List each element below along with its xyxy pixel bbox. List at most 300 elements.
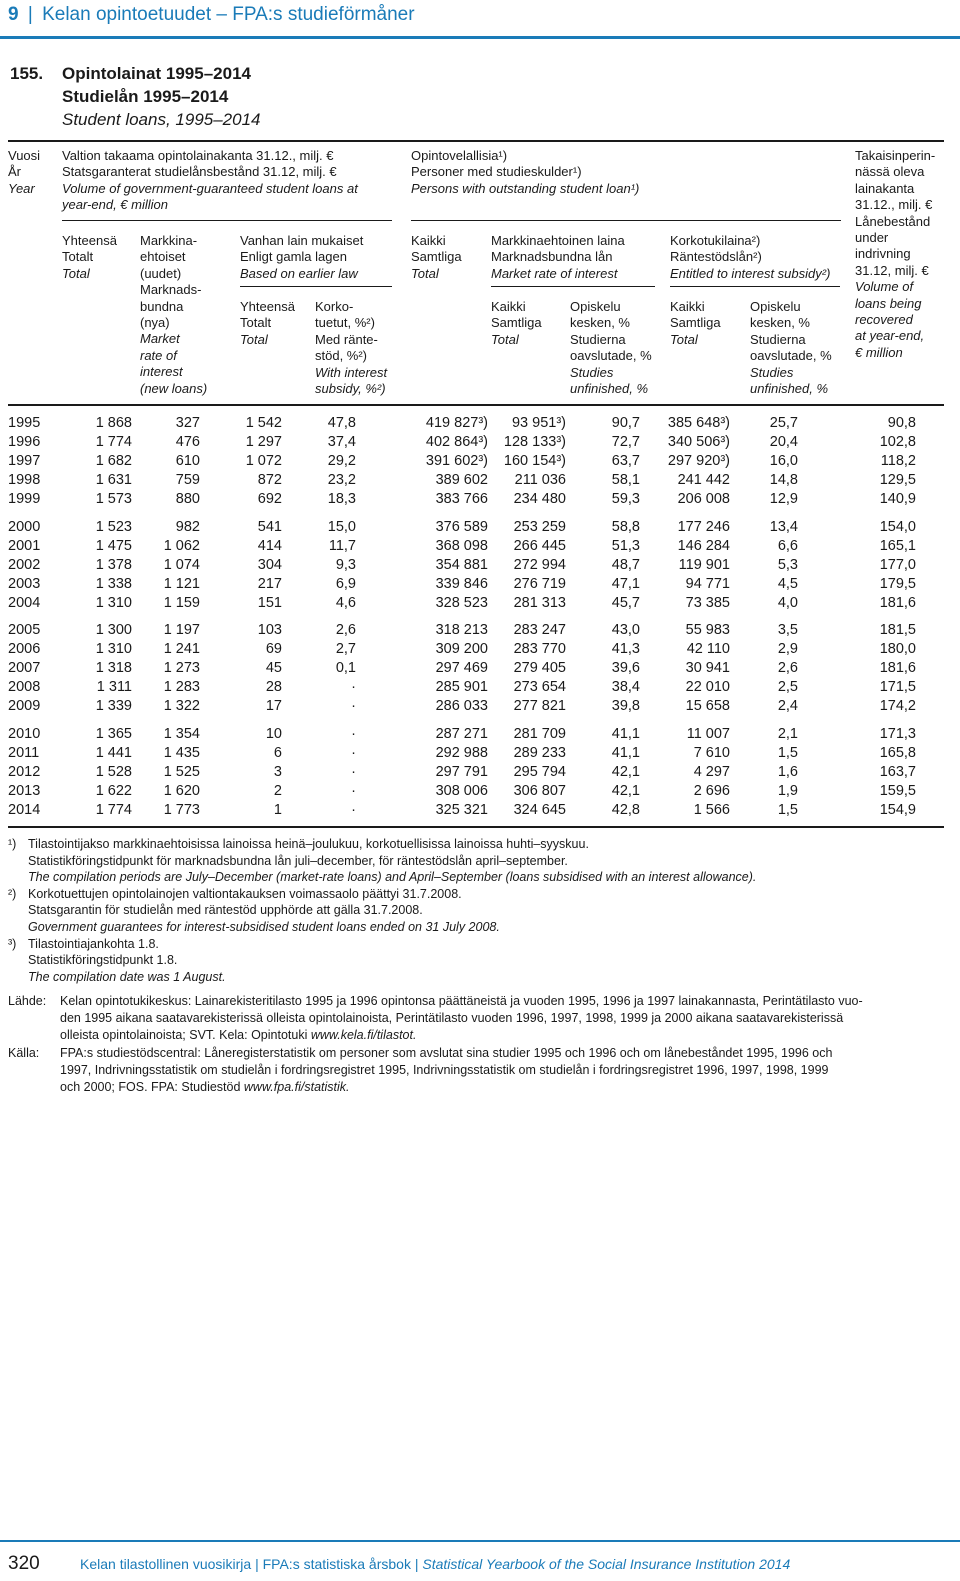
cell-persons-total: 383 766 — [435, 491, 488, 508]
header-subsidy_unfinished-line-1: Opiskelu — [750, 299, 801, 314]
chapter-number: 9 — [8, 4, 19, 25]
table-title-fi: Opintolainat 1995–2014 — [62, 64, 251, 83]
cell-recovery: 174,2 — [879, 698, 916, 715]
cell-subsidy-all: 22 010 — [685, 679, 730, 696]
cell-recovery: 118,2 — [880, 453, 916, 470]
cell-persons-total: 297 791 — [435, 763, 488, 780]
cell-subsidy-unfinished: 2,5 — [777, 679, 798, 696]
cell-subsidy-unfinished: 14,8 — [769, 472, 798, 489]
cell-persons-total: 297 469 — [435, 660, 488, 677]
cell-market-all: 324 645 — [513, 801, 566, 818]
cell-market-unfinished: 45,7 — [611, 594, 640, 611]
cell-market: 1 525 — [163, 763, 200, 780]
cell-subsidy-unfinished: 1,6 — [777, 763, 798, 780]
cell-total: 1 631 — [95, 472, 132, 489]
cell-subsidy-unfinished: 2,1 — [777, 725, 798, 742]
cell-year: 2000 — [8, 518, 41, 535]
header-subsidy_loan-line-1: Korkotukilaina²) — [670, 233, 761, 248]
header-subsidy_unfinished-line-2: kesken, % — [750, 315, 810, 331]
header-subsidised-line-3: Med ränte- — [315, 331, 378, 347]
cell-earlier-total: 2 — [273, 782, 282, 799]
footer-text-plain: Kelan tilastollinen vuosikirja | FPA:s statistiska årsbok | — [80, 1556, 423, 1572]
header-market_loan-line-1: Markkinaehtoinen laina — [491, 233, 625, 248]
cell-market-all: 279 405 — [513, 660, 566, 677]
cell-market: 759 — [175, 472, 200, 489]
cell-subsidised: 18,3 — [327, 491, 356, 508]
cell-subsidy-unfinished: 4,5 — [777, 575, 798, 592]
header-recovery-line-11: recovered — [855, 312, 913, 327]
cell-market-all: 234 480 — [513, 491, 566, 508]
header-volume_group-line-2: Statsgaranterat studielånsbestånd 31.12, milj. € — [62, 164, 337, 180]
cell-market-unfinished: 41,1 — [611, 744, 640, 761]
cell-subsidy-all: 241 442 — [677, 472, 730, 489]
cell-market-unfinished: 42,1 — [611, 763, 640, 780]
cell-recovery: 181,6 — [879, 660, 916, 677]
cell-year: 1999 — [8, 491, 41, 508]
header-subsidy_all-line-2: Samtliga — [670, 315, 721, 331]
header-recovery-line-13: € million — [855, 344, 903, 360]
header-subsidised-line-6: subsidy, %²) — [315, 381, 386, 396]
header-subsidy_loan-line-2: Räntestödslån²) — [670, 249, 762, 265]
cell-subsidised: · — [351, 679, 356, 696]
header-recovery-line-4: 31.12., milj. € — [855, 197, 933, 213]
cell-year: 2004 — [8, 594, 41, 611]
header-persons_group-line-2: Personer med studieskulder¹) — [411, 164, 582, 180]
cell-year: 2001 — [8, 537, 41, 554]
cell-subsidy-all: 94 771 — [685, 575, 730, 592]
cell-subsidised: · — [351, 725, 356, 742]
cell-persons-total: 339 846 — [435, 575, 488, 592]
cell-earlier-total: 3 — [273, 763, 282, 780]
cell-subsidy-all: 42 110 — [686, 641, 730, 658]
footnote-line: The compilation periods are July–December (market-rate loans) and April–September (loans subsidised with an interest allowance). — [28, 870, 757, 885]
cell-market: 1 074 — [163, 556, 200, 573]
cell-year: 2011 — [8, 744, 40, 761]
header-market-line-9: interest — [140, 364, 183, 380]
header-year-line-3: Year — [8, 180, 35, 196]
volume-group-rule — [62, 220, 392, 221]
header-market_unfinished-line-3: Studierna — [570, 331, 626, 347]
cell-earlier-total: 414 — [257, 537, 282, 554]
cell-persons-total: 318 213 — [435, 622, 488, 638]
cell-subsidy-unfinished: 25,7 — [769, 415, 798, 431]
header-volume_group-line-1: Valtion takaama opintolainakanta 31.12., milj. € — [62, 148, 334, 163]
source-sv-line-3 — [60, 1079, 350, 1096]
cell-total: 1 365 — [95, 725, 132, 742]
cell-persons-total: 292 988 — [435, 744, 488, 761]
header-market-line-6: (nya) — [140, 315, 170, 330]
source-fi-link[interactable]: www.kela.fi/tilastot. — [310, 1028, 417, 1042]
cell-market: 1 159 — [163, 594, 200, 611]
cell-subsidised: 0,1 — [335, 660, 356, 677]
header-recovery-line-12: at year-end, — [855, 328, 925, 344]
cell-earlier-total: 1 542 — [245, 415, 282, 431]
header-subsidy_unfinished-line-4: oavslutade, % — [750, 348, 832, 364]
cell-market: 1 283 — [163, 679, 200, 696]
header-market_unfinished-line-6: unfinished, % — [570, 381, 649, 396]
cell-subsidy-unfinished: 2,4 — [777, 698, 798, 715]
chapter-separator: | — [27, 4, 33, 25]
cell-market-unfinished: 47,1 — [611, 575, 640, 592]
header-market_unfinished-line-2: kesken, % — [570, 315, 630, 331]
header-market_unfinished-line-4: oavslutade, % — [570, 348, 652, 364]
cell-subsidy-unfinished: 2,6 — [777, 660, 798, 677]
cell-recovery: 140,9 — [879, 491, 916, 508]
cell-subsidy-unfinished: 20,4 — [769, 434, 798, 451]
header-subsidy_unfinished-line-3: Studierna — [750, 331, 806, 347]
header-persons_total-line-2: Samtliga — [411, 249, 462, 265]
cell-total: 1 774 — [95, 434, 132, 451]
cell-persons-total: 368 098 — [435, 537, 488, 554]
cell-subsidised: 11,7 — [328, 537, 356, 554]
header-persons_total-line-3: Total — [411, 265, 439, 281]
header-persons_group-line-1: Opintovelallisia¹) — [411, 148, 508, 163]
table-title-sv: Studielån 1995–2014 — [62, 87, 229, 106]
cell-subsidised: · — [351, 782, 356, 799]
cell-market-all: 277 821 — [513, 698, 566, 715]
cell-earlier-total: 10 — [265, 725, 282, 742]
cell-persons-total: 354 881 — [435, 556, 488, 573]
cell-market: 476 — [175, 434, 200, 451]
header-year-line-2: År — [8, 164, 21, 180]
header-earlier_law-line-1: Vanhan lain mukaiset — [240, 233, 364, 248]
market-loan-rule — [491, 286, 655, 287]
cell-subsidy-unfinished: 4,0 — [777, 594, 798, 611]
cell-subsidised: · — [351, 698, 356, 715]
header-year-line-1: Vuosi — [8, 148, 41, 163]
persons-group-rule — [411, 220, 841, 221]
cell-year: 2003 — [8, 575, 41, 592]
header-earlier_total-line-3: Total — [240, 331, 268, 347]
cell-earlier-total: 103 — [257, 622, 282, 638]
cell-market-unfinished: 39,8 — [611, 698, 640, 715]
cell-earlier-total: 6 — [273, 744, 282, 761]
earlier-law-rule — [240, 286, 392, 287]
cell-market-all: 306 807 — [513, 782, 566, 799]
cell-recovery: 177,0 — [879, 556, 916, 573]
cell-subsidy-all: 15 658 — [685, 698, 730, 715]
cell-year: 2012 — [8, 763, 41, 780]
footnote-mark: ³) — [8, 936, 17, 951]
cell-market: 1 322 — [163, 698, 200, 715]
cell-subsidised: 9,3 — [335, 556, 356, 573]
cell-earlier-total: 692 — [257, 491, 282, 508]
cell-earlier-total: 1 297 — [245, 434, 282, 451]
header-persons_group-line-3: Persons with outstanding student loan¹) — [411, 180, 640, 196]
cell-subsidised: 4,6 — [335, 594, 356, 611]
cell-recovery: 181,6 — [879, 594, 916, 611]
cell-total: 1 573 — [95, 491, 132, 508]
cell-subsidised: 29,2 — [327, 453, 356, 470]
cell-recovery: 179,5 — [879, 575, 916, 592]
cell-subsidy-all: 206 008 — [677, 491, 730, 508]
cell-subsidy-unfinished: 6,6 — [777, 537, 798, 554]
header-recovery-line-1: Takaisinperin- — [855, 148, 936, 163]
cell-subsidy-all: 30 941 — [685, 660, 730, 677]
cell-year: 2010 — [8, 725, 41, 742]
header-subsidised-line-1: Korko- — [315, 299, 354, 314]
cell-persons-total: 389 602 — [435, 472, 488, 489]
footnote-line: Tilastointiajankohta 1.8. — [28, 936, 159, 951]
cell-year: 2006 — [8, 641, 41, 658]
cell-recovery: 165,8 — [879, 744, 916, 761]
header-market_unfinished-line-1: Opiskelu — [570, 299, 621, 314]
cell-earlier-total: 304 — [257, 556, 282, 573]
header-recovery-line-5: Lånebestånd — [855, 213, 931, 229]
cell-market-all: 272 994 — [513, 556, 566, 573]
header-market-line-10: (new loans) — [140, 380, 208, 396]
cell-persons-total: 328 523 — [435, 594, 488, 611]
cell-market: 1 197 — [163, 622, 200, 638]
table-number: 155. — [10, 64, 44, 83]
cell-market-unfinished: 41,3 — [611, 641, 640, 658]
cell-market-unfinished: 43,0 — [611, 622, 640, 638]
cell-year: 1998 — [8, 472, 41, 489]
cell-total: 1 300 — [95, 622, 132, 638]
cell-subsidy-all: 146 284 — [677, 537, 730, 554]
cell-recovery: 154,0 — [879, 518, 916, 535]
chapter-header — [8, 4, 415, 26]
source-fi-line-3 — [60, 1027, 416, 1044]
source-fi-text: olleista opintolainoista; SVT. Kela: Opintotuki — [60, 1028, 311, 1042]
cell-subsidised: 2,7 — [335, 641, 356, 658]
cell-market-unfinished: 58,8 — [611, 518, 640, 535]
cell-market-unfinished: 41,1 — [611, 725, 640, 742]
cell-earlier-total: 217 — [257, 575, 282, 592]
cell-earlier-total: 1 — [273, 801, 282, 818]
header-market_all-line-2: Samtliga — [491, 315, 542, 331]
header-volume_group-line-4: year-end, € million — [62, 197, 168, 213]
cell-recovery: 181,5 — [879, 622, 916, 638]
source-sv-label: Källa: — [8, 1046, 40, 1060]
cell-subsidised: 6,9 — [335, 575, 356, 592]
cell-earlier-total: 872 — [257, 472, 282, 489]
cell-market-unfinished: 39,6 — [611, 660, 640, 677]
cell-persons-total: 325 321 — [435, 801, 488, 818]
cell-market: 1 435 — [163, 744, 200, 761]
cell-subsidised: 2,6 — [335, 622, 356, 638]
cell-year: 1997 — [8, 453, 41, 470]
source-sv-text: och 2000; FOS. FPA: Studiestöd — [60, 1080, 244, 1094]
header-persons_total-line-1: Kaikki — [411, 233, 446, 248]
cell-subsidy-all: 7 610 — [693, 744, 730, 761]
source-sv-link[interactable]: www.fpa.fi/statistik. — [243, 1080, 350, 1094]
cell-recovery: 159,5 — [879, 782, 916, 799]
cell-total: 1 339 — [95, 698, 132, 715]
cell-subsidised: 37,4 — [327, 434, 356, 451]
cell-persons-total: 402 864³) — [425, 434, 488, 451]
cell-subsidy-unfinished: 1,9 — [777, 782, 798, 799]
source-sv-line-2: 1997, Indrivningsstatistik om studielån i fordringsregistret 1995, Indrivningsstatistik om studielån i fordringsregistret 1996, 1997, 1998, 1999 — [60, 1063, 829, 1077]
subsidy-loan-rule — [670, 286, 840, 287]
cell-total: 1 622 — [95, 782, 132, 799]
cell-subsidised: 15,0 — [327, 518, 356, 535]
cell-total: 1 774 — [95, 801, 132, 818]
cell-market-all: 160 154³) — [503, 453, 566, 470]
cell-market-unfinished: 58,1 — [611, 472, 640, 489]
cell-earlier-total: 45 — [265, 660, 282, 677]
table-title-en: Student loans, 1995–2014 — [62, 110, 261, 129]
header-market-line-3: (uudet) — [140, 265, 182, 281]
header-total-line-1: Yhteensä — [62, 233, 117, 248]
header-recovery-line-9: Volume of — [855, 279, 914, 295]
cell-persons-total: 419 827³) — [425, 415, 488, 431]
header-market-line-5: bundna — [140, 298, 184, 314]
cell-year: 1995 — [8, 415, 41, 431]
cell-recovery: 171,5 — [879, 679, 916, 696]
cell-total: 1 311 — [96, 679, 132, 696]
cell-year: 2013 — [8, 782, 41, 799]
header-rule — [0, 36, 960, 39]
cell-market-unfinished: 90,7 — [611, 415, 640, 431]
cell-subsidy-all: 1 566 — [693, 801, 730, 818]
source-sv-line-1: FPA:s studiestödscentral: Låneregisterstatistik om personer som avslutat sina studier 1995 och 1996 och om lånebeståndet 1995, 1996 och — [60, 1046, 833, 1060]
header-market-line-4: Marknads- — [140, 282, 202, 298]
cell-year: 2002 — [8, 556, 41, 573]
footnote-mark: ¹) — [8, 837, 17, 851]
cell-total: 1 528 — [95, 763, 132, 780]
cell-earlier-total: 17 — [265, 698, 282, 715]
cell-year: 2007 — [8, 660, 41, 677]
header-earlier_total-line-1: Yhteensä — [240, 299, 295, 314]
header-earlier_total-line-2: Totalt — [240, 315, 272, 331]
cell-market: 982 — [175, 518, 200, 535]
header-recovery-line-3: lainakanta — [855, 180, 915, 196]
cell-market: 610 — [175, 453, 200, 470]
header-total-line-2: Totalt — [62, 249, 94, 265]
footnote-line: The compilation date was 1 August. — [28, 969, 226, 984]
cell-recovery: 154,9 — [879, 801, 916, 818]
cell-persons-total: 309 200 — [435, 641, 488, 658]
header-subsidy_all-line-3: Total — [670, 331, 698, 347]
cell-subsidy-unfinished: 1,5 — [777, 744, 798, 761]
cell-market: 1 273 — [163, 660, 200, 677]
header-volume_group-line-3: Volume of government-guaranteed student loans at — [62, 180, 358, 196]
cell-earlier-total: 541 — [257, 518, 282, 535]
cell-subsidy-unfinished: 1,5 — [777, 801, 798, 818]
footnote-line: Korkotuettujen opintolainojen valtiontakauksen voimassaolo päättyi 31.7.2008. — [28, 886, 462, 901]
cell-market-all: 281 709 — [513, 725, 566, 742]
cell-subsidy-unfinished: 12,9 — [769, 491, 798, 508]
header-market_loan-line-2: Marknadsbundna lån — [491, 249, 613, 265]
footnote-line: Government guarantees for interest-subsidised student loans ended on 31 July 2008. — [28, 920, 500, 934]
cell-subsidised: · — [351, 801, 356, 818]
cell-market: 1 620 — [163, 782, 200, 799]
cell-market-all: 253 259 — [513, 518, 566, 535]
cell-market-unfinished: 42,8 — [611, 801, 640, 818]
cell-subsidy-all: 73 385 — [685, 594, 730, 611]
cell-market-all: 93 951³) — [511, 415, 566, 431]
cell-year: 2009 — [8, 698, 41, 715]
header-recovery-line-8: 31.12, milj. € — [855, 262, 929, 278]
table-top-rule — [8, 140, 944, 142]
header-recovery-line-6: under — [855, 230, 889, 245]
cell-total: 1 682 — [95, 453, 132, 470]
cell-subsidised: · — [351, 763, 356, 780]
footer-rule — [0, 1540, 960, 1542]
cell-recovery: 102,8 — [879, 434, 916, 451]
cell-market-all: 283 770 — [513, 641, 566, 658]
footer-text — [80, 1556, 790, 1572]
cell-total: 1 441 — [95, 744, 132, 761]
header-market_unfinished-line-5: Studies — [570, 364, 614, 380]
cell-market: 880 — [175, 491, 200, 508]
header-market_loan-line-3: Market rate of interest — [491, 265, 618, 281]
cell-persons-total: 285 901 — [435, 679, 488, 696]
header-earlier_law-line-2: Enligt gamla lagen — [240, 249, 347, 265]
footnote-line: Statsgarantin för studielån med räntestöd upphörde att gälla 31.7.2008. — [28, 903, 423, 918]
cell-recovery: 90,8 — [887, 415, 916, 431]
cell-total: 1 310 — [95, 594, 132, 611]
cell-year: 2005 — [8, 622, 41, 638]
footnote-mark: ²) — [8, 886, 17, 901]
header-market_all-line-1: Kaikki — [491, 299, 526, 314]
header-subsidy_unfinished-line-5: Studies — [750, 364, 794, 380]
cell-market: 1 121 — [163, 575, 200, 592]
cell-market-all: 295 794 — [513, 763, 566, 780]
cell-market: 327 — [175, 415, 200, 431]
cell-market: 1 241 — [163, 641, 200, 658]
header-subsidy_unfinished-line-6: unfinished, % — [750, 381, 829, 396]
header-earlier_law-line-3: Based on earlier law — [240, 265, 358, 281]
cell-market-all: 266 445 — [513, 537, 566, 554]
footnote-line: Statistikföringstidpunkt 1.8. — [28, 953, 178, 968]
cell-market-unfinished: 42,1 — [611, 782, 640, 799]
cell-subsidy-all: 4 297 — [693, 763, 730, 780]
cell-total: 1 338 — [95, 575, 132, 592]
header-bottom-rule — [8, 404, 944, 406]
cell-market: 1 062 — [163, 537, 200, 554]
cell-subsidy-unfinished: 5,3 — [777, 556, 798, 573]
cell-year: 2008 — [8, 679, 41, 696]
cell-subsidy-all: 340 506³) — [667, 434, 730, 451]
cell-subsidy-unfinished: 2,9 — [777, 641, 798, 658]
cell-subsidy-all: 177 246 — [677, 518, 730, 535]
cell-market-unfinished: 72,7 — [611, 434, 640, 451]
header-subsidised-line-2: tuetut, %²) — [315, 315, 375, 331]
cell-recovery: 180,0 — [879, 641, 916, 658]
cell-subsidised: 23,2 — [327, 472, 356, 489]
table-bottom-rule — [8, 826, 944, 828]
cell-market-all: 276 719 — [513, 575, 566, 592]
footnote-line: Statistikföringstidpunkt för marknadsbundna lån juli–december, för räntestödslån april–september. — [28, 853, 568, 868]
footer-text-italic: Statistical Yearbook of the Social Insurance Institution 2014 — [422, 1556, 791, 1572]
cell-market-unfinished: 38,4 — [611, 679, 640, 696]
cell-market-unfinished: 63,7 — [611, 453, 640, 470]
cell-year: 2014 — [8, 801, 41, 818]
cell-market-all: 281 313 — [513, 594, 566, 611]
cell-total: 1 318 — [95, 660, 132, 677]
cell-subsidy-all: 2 696 — [693, 782, 730, 799]
cell-subsidy-all: 297 920³) — [667, 453, 730, 470]
cell-subsidy-unfinished: 16,0 — [769, 453, 798, 470]
cell-earlier-total: 28 — [265, 679, 282, 696]
header-recovery-line-7: indrivning — [855, 246, 911, 262]
cell-recovery: 163,7 — [879, 763, 916, 780]
cell-subsidy-unfinished: 3,5 — [777, 622, 798, 638]
header-subsidy_loan-line-3: Entitled to interest subsidy²) — [670, 265, 831, 281]
source-fi-line-2: den 1995 aikana saatavarekisterissä olleista opintolainoista, Perintätilasto vuoden 1996, 1997, 1998, 1999 ja 2000 aikana saatavarekisterissä — [60, 1011, 844, 1025]
cell-total: 1 868 — [95, 415, 132, 431]
chapter-title: Kelan opintoetuudet – FPA:s studieförmåner — [42, 4, 415, 25]
header-subsidised-line-5: With interest — [315, 364, 388, 380]
cell-market-unfinished: 51,3 — [611, 537, 640, 554]
cell-recovery: 165,1 — [879, 537, 916, 554]
cell-total: 1 310 — [95, 641, 132, 658]
cell-persons-total: 391 602³) — [425, 453, 488, 470]
cell-subsidy-all: 55 983 — [685, 622, 730, 638]
header-market_all-line-3: Total — [491, 331, 519, 347]
